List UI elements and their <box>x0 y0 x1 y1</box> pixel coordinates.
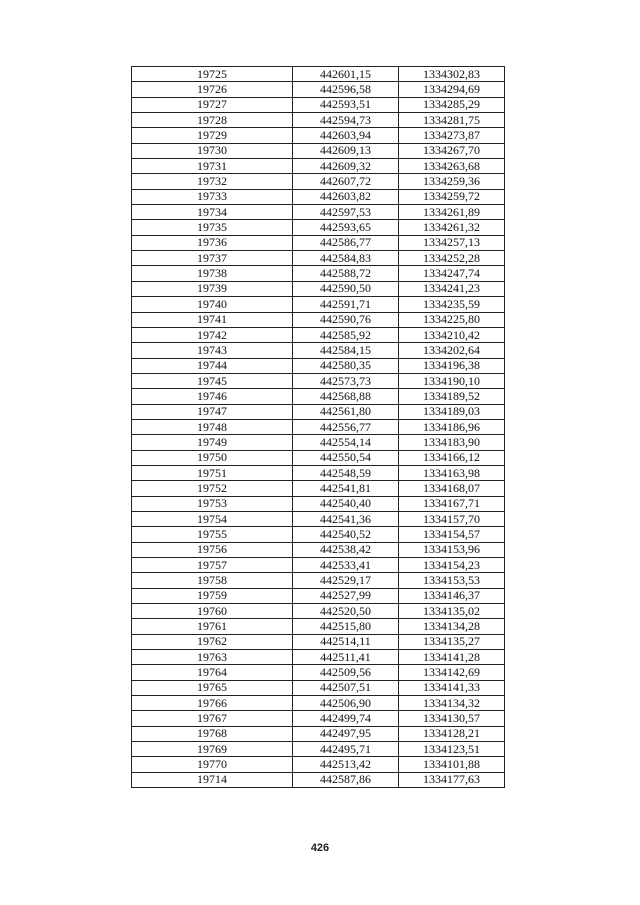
table-row <box>132 358 505 373</box>
point-number-cell: 19738 <box>132 266 293 281</box>
table-row <box>132 97 505 112</box>
y-coordinate-cell: 1334123,51 <box>399 742 505 757</box>
point-number-cell: 19742 <box>132 327 293 342</box>
x-coordinate-cell: 442585,92 <box>293 327 399 342</box>
x-coordinate-cell: 442587,86 <box>293 772 399 787</box>
point-number-cell: 19766 <box>132 696 293 711</box>
y-coordinate-cell: 1334166,12 <box>399 450 505 465</box>
y-coordinate-cell: 1334259,72 <box>399 189 505 204</box>
point-number-cell: 19762 <box>132 634 293 649</box>
point-number-cell: 19731 <box>132 159 293 174</box>
x-coordinate-cell: 442594,73 <box>293 113 399 128</box>
point-number-cell: 19714 <box>132 772 293 787</box>
point-number-cell: 19744 <box>132 358 293 373</box>
point-number-cell: 19755 <box>132 527 293 542</box>
table-row <box>132 189 505 204</box>
table-row <box>132 726 505 741</box>
y-coordinate-cell: 1334134,28 <box>399 619 505 634</box>
table-row <box>132 650 505 665</box>
table-row <box>132 205 505 220</box>
point-number-cell: 19735 <box>132 220 293 235</box>
y-coordinate-cell: 1334202,64 <box>399 343 505 358</box>
point-number-cell: 19767 <box>132 711 293 726</box>
table-row <box>132 558 505 573</box>
x-coordinate-cell: 442603,82 <box>293 189 399 204</box>
point-number-cell: 19769 <box>132 742 293 757</box>
x-coordinate-cell: 442586,77 <box>293 235 399 250</box>
x-coordinate-cell: 442590,50 <box>293 281 399 296</box>
x-coordinate-cell: 442540,40 <box>293 496 399 511</box>
y-coordinate-cell: 1334101,88 <box>399 757 505 772</box>
y-coordinate-cell: 1334146,37 <box>399 588 505 603</box>
table-row <box>132 312 505 327</box>
y-coordinate-cell: 1334153,53 <box>399 573 505 588</box>
table-row <box>132 527 505 542</box>
table-row <box>132 404 505 419</box>
x-coordinate-cell: 442541,81 <box>293 481 399 496</box>
point-number-cell: 19758 <box>132 573 293 588</box>
y-coordinate-cell: 1334154,57 <box>399 527 505 542</box>
point-number-cell: 19740 <box>132 297 293 312</box>
y-coordinate-cell: 1334142,69 <box>399 665 505 680</box>
point-number-cell: 19751 <box>132 465 293 480</box>
y-coordinate-cell: 1334235,59 <box>399 297 505 312</box>
table-row <box>132 128 505 143</box>
table-row <box>132 220 505 235</box>
x-coordinate-cell: 442507,51 <box>293 680 399 695</box>
y-coordinate-cell: 1334225,80 <box>399 312 505 327</box>
x-coordinate-cell: 442506,90 <box>293 696 399 711</box>
point-number-cell: 19749 <box>132 435 293 450</box>
x-coordinate-cell: 442550,54 <box>293 450 399 465</box>
point-number-cell: 19763 <box>132 650 293 665</box>
y-coordinate-cell: 1334128,21 <box>399 726 505 741</box>
x-coordinate-cell: 442495,71 <box>293 742 399 757</box>
point-number-cell: 19756 <box>132 542 293 557</box>
table-row <box>132 573 505 588</box>
point-number-cell: 19730 <box>132 143 293 158</box>
table-row <box>132 266 505 281</box>
point-number-cell: 19725 <box>132 67 293 82</box>
y-coordinate-cell: 1334157,70 <box>399 511 505 526</box>
table-row <box>132 619 505 634</box>
point-number-cell: 19768 <box>132 726 293 741</box>
table-row <box>132 143 505 158</box>
table-row <box>132 373 505 388</box>
table-row <box>132 481 505 496</box>
point-number-cell: 19728 <box>132 113 293 128</box>
x-coordinate-cell: 442538,42 <box>293 542 399 557</box>
x-coordinate-cell: 442584,83 <box>293 251 399 266</box>
x-coordinate-cell: 442499,74 <box>293 711 399 726</box>
point-number-cell: 19726 <box>132 82 293 97</box>
point-number-cell: 19753 <box>132 496 293 511</box>
x-coordinate-cell: 442607,72 <box>293 174 399 189</box>
table-row <box>132 113 505 128</box>
x-coordinate-cell: 442590,76 <box>293 312 399 327</box>
table-row <box>132 588 505 603</box>
y-coordinate-cell: 1334247,74 <box>399 266 505 281</box>
point-number-cell: 19750 <box>132 450 293 465</box>
y-coordinate-cell: 1334257,13 <box>399 235 505 250</box>
y-coordinate-cell: 1334263,68 <box>399 159 505 174</box>
table-row <box>132 281 505 296</box>
point-number-cell: 19727 <box>132 97 293 112</box>
point-number-cell: 19754 <box>132 511 293 526</box>
table-row <box>132 235 505 250</box>
y-coordinate-cell: 1334163,98 <box>399 465 505 480</box>
point-number-cell: 19770 <box>132 757 293 772</box>
point-number-cell: 19745 <box>132 373 293 388</box>
x-coordinate-cell: 442609,13 <box>293 143 399 158</box>
x-coordinate-cell: 442515,80 <box>293 619 399 634</box>
table-row <box>132 435 505 450</box>
point-number-cell: 19759 <box>132 588 293 603</box>
table-row <box>132 634 505 649</box>
x-coordinate-cell: 442511,41 <box>293 650 399 665</box>
table-row <box>132 496 505 511</box>
point-number-cell: 19748 <box>132 419 293 434</box>
x-coordinate-cell: 442580,35 <box>293 358 399 373</box>
coordinates-table <box>131 66 505 788</box>
x-coordinate-cell: 442561,80 <box>293 404 399 419</box>
point-number-cell: 19761 <box>132 619 293 634</box>
x-coordinate-cell: 442527,99 <box>293 588 399 603</box>
point-number-cell: 19739 <box>132 281 293 296</box>
x-coordinate-cell: 442548,59 <box>293 465 399 480</box>
y-coordinate-cell: 1334153,96 <box>399 542 505 557</box>
point-number-cell: 19764 <box>132 665 293 680</box>
table-row <box>132 297 505 312</box>
table-row <box>132 696 505 711</box>
x-coordinate-cell: 442593,65 <box>293 220 399 235</box>
x-coordinate-cell: 442597,53 <box>293 205 399 220</box>
coordinates-table-body <box>132 67 505 788</box>
x-coordinate-cell: 442568,88 <box>293 389 399 404</box>
y-coordinate-cell: 1334141,33 <box>399 680 505 695</box>
y-coordinate-cell: 1334196,38 <box>399 358 505 373</box>
y-coordinate-cell: 1334210,42 <box>399 327 505 342</box>
x-coordinate-cell: 442584,15 <box>293 343 399 358</box>
y-coordinate-cell: 1334252,28 <box>399 251 505 266</box>
y-coordinate-cell: 1334261,89 <box>399 205 505 220</box>
y-coordinate-cell: 1334167,71 <box>399 496 505 511</box>
point-number-cell: 19752 <box>132 481 293 496</box>
table-row <box>132 711 505 726</box>
point-number-cell: 19741 <box>132 312 293 327</box>
point-number-cell: 19747 <box>132 404 293 419</box>
x-coordinate-cell: 442588,72 <box>293 266 399 281</box>
y-coordinate-cell: 1334281,75 <box>399 113 505 128</box>
y-coordinate-cell: 1334141,28 <box>399 650 505 665</box>
y-coordinate-cell: 1334302,83 <box>399 67 505 82</box>
x-coordinate-cell: 442573,73 <box>293 373 399 388</box>
y-coordinate-cell: 1334154,23 <box>399 558 505 573</box>
y-coordinate-cell: 1334168,07 <box>399 481 505 496</box>
y-coordinate-cell: 1334189,03 <box>399 404 505 419</box>
table-row <box>132 757 505 772</box>
table-row <box>132 465 505 480</box>
table-row <box>132 174 505 189</box>
x-coordinate-cell: 442513,42 <box>293 757 399 772</box>
point-number-cell: 19734 <box>132 205 293 220</box>
point-number-cell: 19733 <box>132 189 293 204</box>
y-coordinate-cell: 1334261,32 <box>399 220 505 235</box>
table-row <box>132 680 505 695</box>
x-coordinate-cell: 442601,15 <box>293 67 399 82</box>
point-number-cell: 19736 <box>132 235 293 250</box>
y-coordinate-cell: 1334285,29 <box>399 97 505 112</box>
table-row <box>132 772 505 787</box>
point-number-cell: 19729 <box>132 128 293 143</box>
x-coordinate-cell: 442541,36 <box>293 511 399 526</box>
point-number-cell: 19757 <box>132 558 293 573</box>
table-row <box>132 67 505 82</box>
page-number: 426 <box>310 842 330 854</box>
y-coordinate-cell: 1334189,52 <box>399 389 505 404</box>
point-number-cell: 19737 <box>132 251 293 266</box>
y-coordinate-cell: 1334177,63 <box>399 772 505 787</box>
table-row <box>132 343 505 358</box>
table-row <box>132 251 505 266</box>
y-coordinate-cell: 1334259,36 <box>399 174 505 189</box>
table-row <box>132 665 505 680</box>
x-coordinate-cell: 442554,14 <box>293 435 399 450</box>
point-number-cell: 19743 <box>132 343 293 358</box>
table-row <box>132 450 505 465</box>
y-coordinate-cell: 1334183,90 <box>399 435 505 450</box>
y-coordinate-cell: 1334267,70 <box>399 143 505 158</box>
table-row <box>132 82 505 97</box>
y-coordinate-cell: 1334134,32 <box>399 696 505 711</box>
x-coordinate-cell: 442609,32 <box>293 159 399 174</box>
x-coordinate-cell: 442596,58 <box>293 82 399 97</box>
table-row <box>132 511 505 526</box>
x-coordinate-cell: 442556,77 <box>293 419 399 434</box>
y-coordinate-cell: 1334241,23 <box>399 281 505 296</box>
y-coordinate-cell: 1334130,57 <box>399 711 505 726</box>
point-number-cell: 19746 <box>132 389 293 404</box>
table-row <box>132 419 505 434</box>
x-coordinate-cell: 442540,52 <box>293 527 399 542</box>
y-coordinate-cell: 1334135,02 <box>399 604 505 619</box>
table-row <box>132 604 505 619</box>
table-row <box>132 742 505 757</box>
x-coordinate-cell: 442593,51 <box>293 97 399 112</box>
point-number-cell: 19732 <box>132 174 293 189</box>
point-number-cell: 19765 <box>132 680 293 695</box>
x-coordinate-cell: 442603,94 <box>293 128 399 143</box>
y-coordinate-cell: 1334294,69 <box>399 82 505 97</box>
x-coordinate-cell: 442533,41 <box>293 558 399 573</box>
x-coordinate-cell: 442497,95 <box>293 726 399 741</box>
table-row <box>132 542 505 557</box>
x-coordinate-cell: 442514,11 <box>293 634 399 649</box>
y-coordinate-cell: 1334190,10 <box>399 373 505 388</box>
point-number-cell: 19760 <box>132 604 293 619</box>
x-coordinate-cell: 442520,50 <box>293 604 399 619</box>
y-coordinate-cell: 1334273,87 <box>399 128 505 143</box>
x-coordinate-cell: 442529,17 <box>293 573 399 588</box>
table-row <box>132 327 505 342</box>
x-coordinate-cell: 442591,71 <box>293 297 399 312</box>
table-row <box>132 389 505 404</box>
y-coordinate-cell: 1334135,27 <box>399 634 505 649</box>
y-coordinate-cell: 1334186,96 <box>399 419 505 434</box>
x-coordinate-cell: 442509,56 <box>293 665 399 680</box>
table-row <box>132 159 505 174</box>
